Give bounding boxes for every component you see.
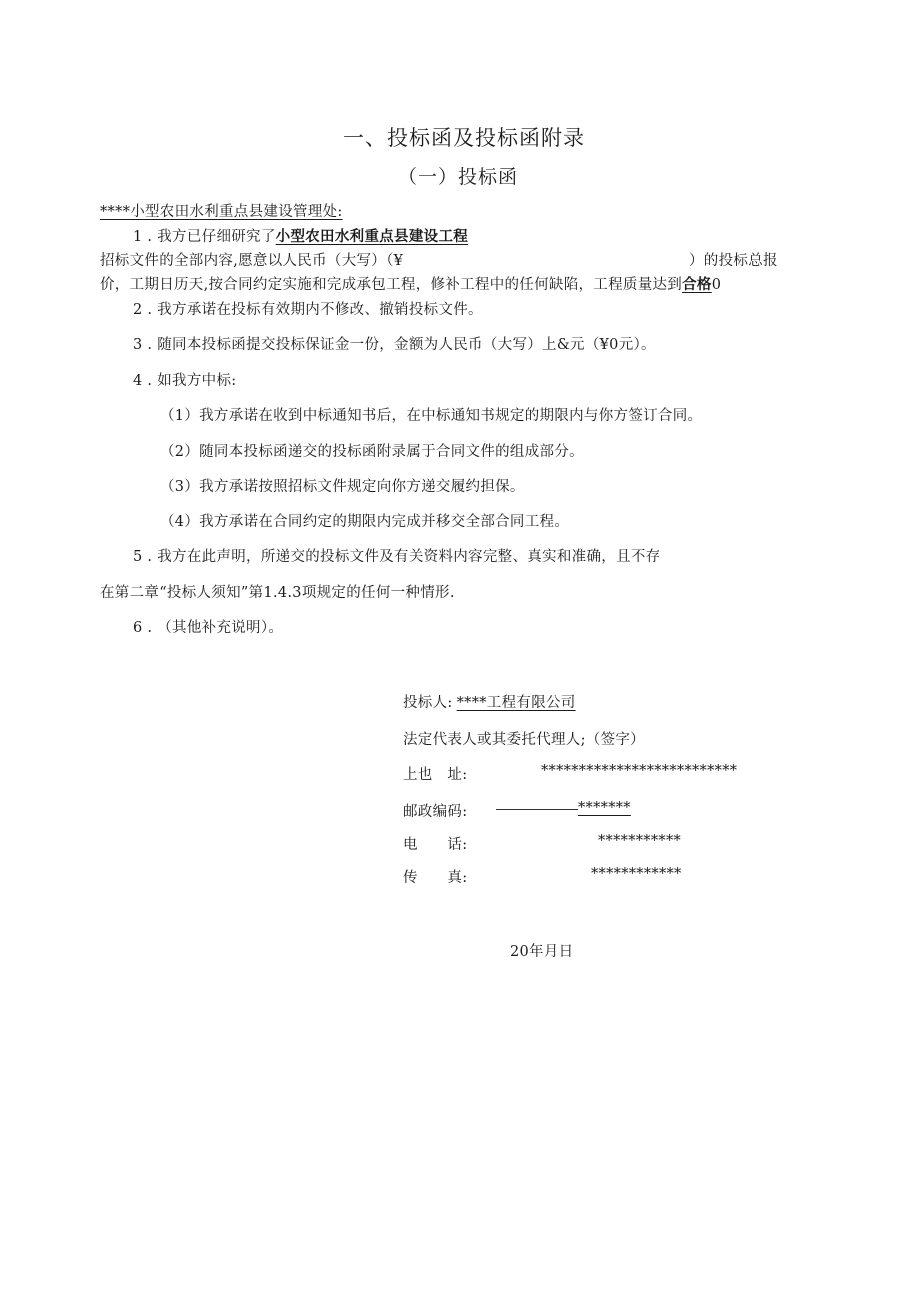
paragraph-4-item: （4）我方承诺在合同约定的期限内完成并移交全部合同工程。 xyxy=(160,514,570,530)
representative-label: 法定代表人或其委托代理人;（签字） xyxy=(403,732,645,748)
paragraph-1-line-3-text: 价，工期日历天,按合同约定实施和完成承包工程，修补工程中的任何缺陷，工程质量达到 xyxy=(100,277,683,293)
fax-label: 传 真: xyxy=(403,870,468,886)
paragraph-5-line-1: 5 . 我方在此声明，所递交的投标文件及有关资料内容完整、真实和准确，且不存 xyxy=(133,549,661,565)
phone-label: 电 话: xyxy=(403,837,468,853)
quality-level: 合格 xyxy=(682,276,712,293)
phone-value: *********** xyxy=(598,833,682,849)
paragraph-2: 2 . 我方承诺在投标有效期内不修改、撤销投标文件。 xyxy=(133,302,483,318)
paragraph-4-item: （2）随同本投标函递交的投标函附录属于合同文件的组成部分。 xyxy=(160,444,584,460)
bidder-value: ****工程有限公司 xyxy=(456,695,576,711)
paragraph-1-line-3 xyxy=(100,273,721,294)
paragraph-5-line-2: 在第二章“投标人须知”第1.4.3项规定的任何一种情形. xyxy=(100,585,455,601)
fax-value: ************ xyxy=(591,866,682,882)
paragraph-1-prefix: 1 . 我方已仔细研究了 xyxy=(133,229,276,245)
paragraph-4-item: （3）我方承诺按照招标文件规定向你方递交履约担保。 xyxy=(160,479,525,495)
paragraph-1-line-3-end: 0 xyxy=(711,277,722,293)
bidder-label: 投标人: xyxy=(403,695,453,711)
paragraph-3: 3 . 随同本投标函提交投标保证金一份，金额为人民币（大写）上&元（¥0元）。 xyxy=(133,337,656,353)
document-subtitle: （一）投标函 xyxy=(398,166,519,188)
paragraph-1-line-1 xyxy=(133,225,468,246)
paragraph-6: 6 . （其他补充说明）。 xyxy=(133,620,284,636)
signing-date: 20年月日 xyxy=(510,944,574,960)
paragraph-4: 4 . 如我方中标: xyxy=(133,373,237,389)
postcode-row xyxy=(496,800,631,816)
postcode-label: 邮政编码: xyxy=(403,804,468,820)
paragraph-1-line-2a: 招标文件的全部内容,愿意以人民币（大写）（¥ xyxy=(100,253,404,269)
postcode-blank-line xyxy=(496,808,578,810)
paragraph-1-line-2b: ）的投标总报 xyxy=(689,253,778,269)
address-label: 上也 址: xyxy=(403,767,468,783)
bidder-row xyxy=(403,691,576,712)
project-name: 小型农田水利重点县建设工程 xyxy=(275,228,469,245)
document-title: 一、投标函及投标函附录 xyxy=(343,126,585,150)
paragraph-4-item: （1）我方承诺在收到中标通知书后，在中标通知书规定的期限内与你方签订合同。 xyxy=(160,408,703,424)
address-value: ************************** xyxy=(541,763,738,779)
addressee: ****小型农田水利重点县建设管理处: xyxy=(100,204,343,220)
postcode-value: ******* xyxy=(578,800,631,816)
